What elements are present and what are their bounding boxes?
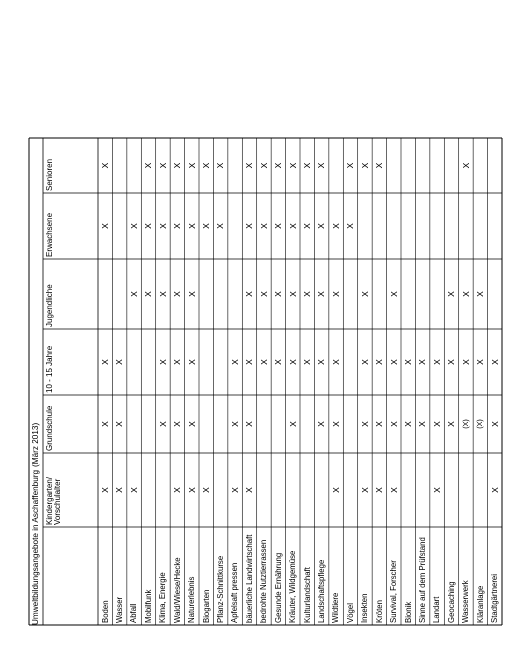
cell-mark: X	[273, 291, 284, 297]
cell-mark: X	[100, 487, 110, 493]
cell-mark: X	[114, 359, 125, 365]
column-header	[46, 346, 54, 393]
cell-mark: X	[186, 291, 197, 297]
cell-mark: X	[201, 223, 211, 229]
cell-mark: X	[244, 359, 255, 365]
cell-mark: X	[345, 162, 356, 169]
cell-mark: X	[157, 359, 168, 365]
cell-mark: X	[201, 162, 211, 169]
cell-mark: X	[215, 223, 226, 229]
row-label: Geocaching	[446, 581, 456, 623]
cell-mark: X	[258, 359, 269, 365]
cell-mark: X	[258, 291, 269, 297]
column-header-line: Erwachsene	[45, 212, 54, 257]
cell-mark: (X)	[475, 419, 485, 429]
title-text: Umweltbildungsangebote in Aschaffenburg	[31, 469, 40, 625]
row-label: Wald/Wiese/Hecke	[172, 557, 182, 623]
cell-mark: X	[359, 359, 370, 365]
cell-mark: X	[460, 359, 471, 365]
cell-mark: X	[244, 487, 255, 493]
cell-mark: X	[316, 421, 327, 427]
row-label: bäuerliche Landwirtschaft	[244, 534, 254, 623]
row-label: Stadtgärtnerei	[490, 574, 500, 623]
cell-mark: X	[359, 291, 370, 297]
cell-mark: X	[287, 421, 298, 427]
cell-mark: X	[114, 487, 125, 493]
cell-mark: X	[316, 162, 327, 169]
cell-mark: X	[316, 223, 327, 229]
table-title	[32, 423, 40, 625]
cell-mark: X	[446, 421, 457, 427]
cell-mark: X	[244, 291, 255, 297]
cell-mark: X	[431, 359, 442, 365]
row-label: Mobilfunk	[143, 589, 153, 623]
cell-mark: X	[229, 421, 240, 427]
cell-mark: X	[475, 359, 486, 365]
cell-mark: X	[388, 487, 399, 493]
cell-mark: X	[128, 223, 139, 229]
cell-mark: X	[388, 291, 399, 297]
cell-mark: X	[244, 162, 255, 169]
row-label: Survival, Forscher	[389, 560, 399, 623]
cell-mark: X	[273, 162, 284, 169]
row-label: Boden	[100, 600, 110, 623]
cell-mark: X	[359, 421, 370, 427]
row-label: Sinne auf dem Prüfstand	[417, 537, 427, 623]
cell-mark: X	[172, 162, 183, 169]
cell-mark: X	[374, 487, 385, 493]
row-label: Wasserwerk	[461, 580, 471, 623]
row-label: Klima, Energie	[158, 572, 168, 623]
cell-mark: X	[316, 359, 327, 365]
cell-mark: X	[186, 421, 197, 427]
cell-mark: X	[374, 359, 385, 365]
column-header-line: Jugendliche	[45, 284, 54, 327]
cell-mark: X	[273, 223, 284, 229]
row-label: Naturerlebnis	[187, 576, 197, 623]
column-header	[46, 284, 54, 327]
row-label: Pflanz-Schnittkurse	[215, 555, 225, 623]
cell-mark: X	[244, 223, 255, 229]
cell-mark: (X)	[460, 419, 470, 429]
cell-mark: X	[460, 291, 471, 297]
cell-mark: X	[345, 223, 356, 229]
cell-mark: X	[475, 291, 486, 297]
row-label: Bionik	[403, 601, 413, 623]
row-label: Wasser	[114, 596, 124, 623]
cell-mark: X	[316, 291, 327, 297]
column-header-line: Senioren	[45, 158, 54, 191]
cell-mark: X	[302, 223, 312, 229]
cell-mark: X	[201, 487, 211, 493]
cell-mark: X	[229, 359, 240, 365]
cell-mark: X	[186, 162, 197, 169]
cell-mark: X	[128, 291, 139, 297]
cell-mark: X	[403, 359, 413, 365]
cell-mark: X	[388, 359, 399, 365]
cell-mark: X	[128, 487, 139, 493]
cell-mark: X	[374, 421, 385, 427]
cell-mark: X	[172, 291, 183, 297]
row-label: Kräuter, Wildgemüse	[288, 550, 298, 623]
cell-mark: X	[388, 421, 399, 427]
column-header-line: Grundschule	[45, 405, 54, 451]
row-label: Biogarten	[201, 589, 211, 623]
row-label: Kröten	[374, 600, 384, 623]
cell-mark: X	[287, 223, 298, 229]
cell-mark: X	[100, 223, 110, 229]
cell-mark: X	[359, 162, 370, 169]
cell-mark: X	[100, 421, 110, 427]
cell-mark: X	[489, 421, 500, 427]
cell-mark: X	[446, 359, 457, 365]
cell-mark: X	[287, 162, 298, 169]
row-label: Wildtiere	[331, 592, 341, 623]
cell-mark: X	[460, 162, 471, 169]
row-label: Apfelsaft pressen	[230, 562, 240, 623]
cell-mark: X	[186, 487, 197, 493]
column-header-line: Vorschulalter	[53, 478, 63, 525]
column-header	[46, 159, 54, 191]
cell-mark: X	[157, 162, 168, 169]
cell-mark: X	[186, 359, 197, 365]
column-header	[46, 477, 63, 525]
cell-mark: X	[273, 359, 284, 365]
row-label: Vögel	[345, 603, 355, 623]
row-label: Gesunde Ernährung	[273, 552, 283, 623]
row-label: Landschaftspflege	[316, 559, 326, 623]
cell-mark: X	[330, 359, 341, 365]
cell-mark: X	[172, 487, 183, 493]
cell-mark: X	[302, 291, 312, 297]
cell-mark: X	[431, 421, 442, 427]
cell-mark: X	[157, 421, 168, 427]
cell-mark: X	[172, 223, 183, 229]
cell-mark: X	[114, 421, 125, 427]
cell-mark: X	[143, 162, 154, 169]
column-header	[46, 213, 54, 257]
cell-mark: X	[302, 162, 312, 169]
title-date: (März 2013)	[31, 422, 40, 467]
column-header-line: 10 - 15 Jahre	[45, 345, 54, 393]
row-label: Landart	[432, 596, 442, 623]
row-label: Kläranlage	[475, 585, 485, 623]
row-label: Insekten	[360, 593, 370, 623]
cell-mark: X	[172, 421, 183, 427]
cell-mark: X	[100, 359, 110, 365]
cell-mark: X	[489, 487, 500, 493]
cell-mark: X	[330, 487, 341, 493]
cell-mark: X	[330, 421, 341, 427]
cell-mark: X	[287, 359, 298, 365]
cell-mark: X	[302, 359, 312, 365]
cell-mark: X	[157, 291, 168, 297]
cell-mark: X	[403, 421, 413, 427]
row-label: Kulturlandschaft	[302, 567, 312, 623]
cell-mark: X	[374, 162, 385, 169]
cell-mark: X	[330, 291, 341, 297]
cell-mark: X	[244, 421, 255, 427]
cell-mark: X	[157, 223, 168, 229]
column-header-line: Kindergarten/	[45, 476, 54, 525]
cell-mark: X	[330, 223, 341, 229]
cell-mark: X	[143, 223, 154, 229]
cell-mark: X	[100, 162, 110, 169]
column-header	[46, 406, 54, 451]
cell-mark: X	[417, 421, 428, 427]
cell-mark: X	[287, 291, 298, 297]
cell-mark: X	[258, 223, 269, 229]
cell-mark: X	[143, 291, 154, 297]
cell-mark: X	[489, 359, 500, 365]
cell-mark: X	[258, 162, 269, 169]
cell-mark: X	[359, 487, 370, 493]
cell-mark: X	[172, 359, 183, 365]
row-label: bedrohte Nutztierrassen	[259, 539, 269, 623]
cell-mark: X	[431, 487, 442, 493]
cell-mark: X	[186, 223, 197, 229]
cell-mark: X	[417, 359, 428, 365]
cell-mark: X	[229, 487, 240, 493]
cell-mark: X	[215, 162, 226, 169]
cell-mark: X	[446, 291, 457, 297]
row-label: Abfall	[129, 603, 139, 623]
